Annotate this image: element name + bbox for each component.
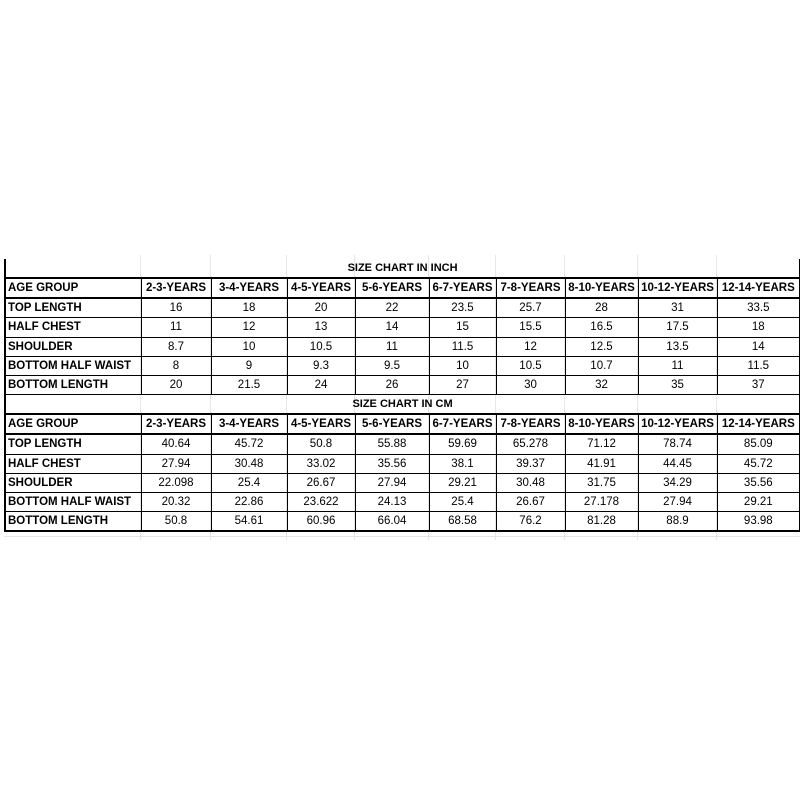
column-header: 5-6-YEARS	[355, 278, 429, 298]
table-row	[5, 434, 800, 454]
table-cell: 22	[355, 298, 429, 318]
table-cell: 11	[141, 318, 211, 337]
row-label: SHOULDER	[5, 473, 141, 492]
table-cell: 27.178	[565, 492, 638, 511]
column-header: 10-12-YEARS	[638, 278, 717, 298]
table-cell: 88.9	[638, 512, 717, 532]
table-row	[5, 298, 800, 318]
table-cell: 11.5	[717, 356, 800, 375]
column-header: 10-12-YEARS	[638, 414, 717, 434]
table-row	[5, 473, 800, 492]
table-cell: 93.98	[717, 512, 800, 532]
table-cell: 10.5	[287, 337, 355, 356]
table-cell: 10	[429, 356, 496, 375]
row-label: BOTTOM HALF WAIST	[5, 492, 141, 511]
table-cell: 24	[287, 375, 355, 394]
table-cell: 38.1	[429, 454, 496, 473]
table-cell: 33.5	[717, 298, 800, 318]
column-header: 8-10-YEARS	[565, 414, 638, 434]
table-cell: 25.7	[496, 298, 565, 318]
table-cell: 27.94	[355, 473, 429, 492]
cm-section	[5, 395, 800, 532]
column-header: 3-4-YEARS	[211, 414, 287, 434]
table-cell: 32	[565, 375, 638, 394]
table-cell: 8	[141, 356, 211, 375]
table-cell: 24.13	[355, 492, 429, 511]
table-cell: 26.67	[287, 473, 355, 492]
table-cell: 35.56	[717, 473, 800, 492]
table-row	[5, 337, 800, 356]
table-cell: 37	[717, 375, 800, 394]
column-header: 4-5-YEARS	[287, 278, 355, 298]
column-header: 6-7-YEARS	[429, 414, 496, 434]
table-cell: 50.8	[287, 434, 355, 454]
table-cell: 71.12	[565, 434, 638, 454]
table-cell: 31.75	[565, 473, 638, 492]
table-cell: 27.94	[141, 454, 211, 473]
row-label: HALF CHEST	[5, 454, 141, 473]
table-cell: 9	[211, 356, 287, 375]
table-cell: 18	[211, 298, 287, 318]
header-row	[5, 278, 800, 298]
table-cell: 45.72	[211, 434, 287, 454]
table-cell: 10	[211, 337, 287, 356]
table-row	[5, 318, 800, 337]
table-cell: 54.61	[211, 512, 287, 532]
column-header-age-group: AGE GROUP	[5, 278, 141, 298]
table-cell: 60.96	[287, 512, 355, 532]
table-cell: 16.5	[565, 318, 638, 337]
row-label: TOP LENGTH	[5, 434, 141, 454]
table-cell: 23.622	[287, 492, 355, 511]
table-cell: 30	[496, 375, 565, 394]
table-cell: 12.5	[565, 337, 638, 356]
table-cell: 11	[638, 356, 717, 375]
column-header: 8-10-YEARS	[565, 278, 638, 298]
table-cell: 15	[429, 318, 496, 337]
table-cell: 20	[141, 375, 211, 394]
table-cell: 12	[496, 337, 565, 356]
table-cell: 55.88	[355, 434, 429, 454]
table-cell: 30.48	[496, 473, 565, 492]
table-row	[5, 356, 800, 375]
table-cell: 20.32	[141, 492, 211, 511]
column-header: 2-3-YEARS	[141, 278, 211, 298]
table-cell: 9.3	[287, 356, 355, 375]
table-cell: 13.5	[638, 337, 717, 356]
table-cell: 8.7	[141, 337, 211, 356]
table-cell: 11.5	[429, 337, 496, 356]
size-chart-sheet	[4, 259, 799, 532]
table-cell: 41.91	[565, 454, 638, 473]
column-header-age-group: AGE GROUP	[5, 414, 141, 434]
column-header: 2-3-YEARS	[141, 414, 211, 434]
table-cell: 16	[141, 298, 211, 318]
section-title-row	[5, 395, 800, 415]
table-cell: 15.5	[496, 318, 565, 337]
row-label: SHOULDER	[5, 337, 141, 356]
column-header: 6-7-YEARS	[429, 278, 496, 298]
column-header: 4-5-YEARS	[287, 414, 355, 434]
table-cell: 30.48	[211, 454, 287, 473]
table-cell: 9.5	[355, 356, 429, 375]
table-cell: 12	[211, 318, 287, 337]
table-cell: 14	[355, 318, 429, 337]
gridline	[4, 536, 800, 537]
table-cell: 35.56	[355, 454, 429, 473]
table-cell: 22.86	[211, 492, 287, 511]
table-cell: 33.02	[287, 454, 355, 473]
table-cell: 23.5	[429, 298, 496, 318]
table-row	[5, 454, 800, 473]
table-cell: 40.64	[141, 434, 211, 454]
table-cell: 78.74	[638, 434, 717, 454]
row-label: TOP LENGTH	[5, 298, 141, 318]
table-row	[5, 375, 800, 394]
table-cell: 31	[638, 298, 717, 318]
table-cell: 50.8	[141, 512, 211, 532]
table-cell: 10.5	[496, 356, 565, 375]
table-cell: 27	[429, 375, 496, 394]
table-cell: 66.04	[355, 512, 429, 532]
table-cell: 10.7	[565, 356, 638, 375]
table-cell: 26	[355, 375, 429, 394]
table-cell: 25.4	[429, 492, 496, 511]
column-header: 12-14-YEARS	[717, 278, 800, 298]
cm-title: SIZE CHART IN CM	[5, 395, 800, 415]
inch-section	[5, 259, 800, 395]
table-row	[5, 492, 800, 511]
table-cell: 25.4	[211, 473, 287, 492]
table-cell: 29.21	[717, 492, 800, 511]
row-label: BOTTOM LENGTH	[5, 512, 141, 532]
table-cell: 44.45	[638, 454, 717, 473]
table-cell: 22.098	[141, 473, 211, 492]
size-chart-table	[4, 259, 800, 532]
table-cell: 45.72	[717, 454, 800, 473]
row-label: HALF CHEST	[5, 318, 141, 337]
table-cell: 28	[565, 298, 638, 318]
table-cell: 35	[638, 375, 717, 394]
table-cell: 26.67	[496, 492, 565, 511]
row-label: BOTTOM LENGTH	[5, 375, 141, 394]
column-header: 7-8-YEARS	[496, 414, 565, 434]
table-cell: 68.58	[429, 512, 496, 532]
column-header: 3-4-YEARS	[211, 278, 287, 298]
section-title-row	[5, 259, 800, 278]
column-header: 12-14-YEARS	[717, 414, 800, 434]
table-cell: 18	[717, 318, 800, 337]
table-cell: 14	[717, 337, 800, 356]
table-cell: 20	[287, 298, 355, 318]
table-cell: 59.69	[429, 434, 496, 454]
table-cell: 27.94	[638, 492, 717, 511]
inch-title: SIZE CHART IN INCH	[5, 259, 800, 278]
table-cell: 81.28	[565, 512, 638, 532]
table-cell: 65.278	[496, 434, 565, 454]
table-cell: 76.2	[496, 512, 565, 532]
table-cell: 11	[355, 337, 429, 356]
column-header: 5-6-YEARS	[355, 414, 429, 434]
table-row	[5, 512, 800, 532]
column-header: 7-8-YEARS	[496, 278, 565, 298]
table-cell: 29.21	[429, 473, 496, 492]
table-cell: 39.37	[496, 454, 565, 473]
table-cell: 34.29	[638, 473, 717, 492]
table-cell: 21.5	[211, 375, 287, 394]
header-row	[5, 414, 800, 434]
row-label: BOTTOM HALF WAIST	[5, 356, 141, 375]
table-cell: 85.09	[717, 434, 800, 454]
table-cell: 13	[287, 318, 355, 337]
table-cell: 17.5	[638, 318, 717, 337]
